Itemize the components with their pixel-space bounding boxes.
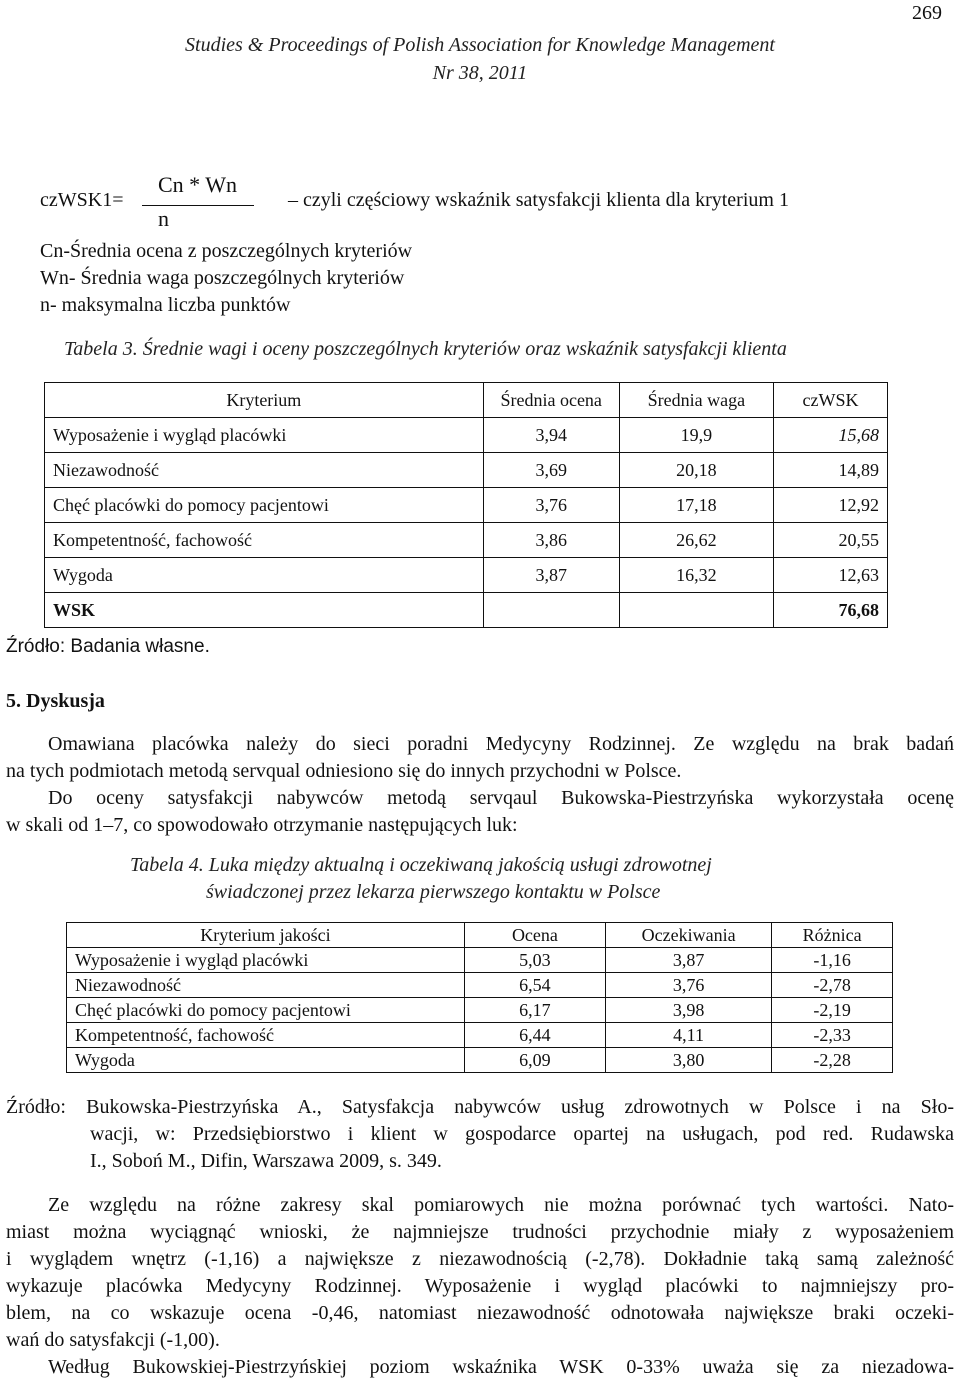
table-cell: Niezawodność [67,973,465,998]
table-cell: 6,44 [464,1023,605,1048]
table-cell: 6,54 [464,973,605,998]
section-heading: 5. Dyskusja [6,690,105,712]
table-cell: 3,87 [483,558,619,593]
text-line: na tych podmiotach metodą servqual odniesiono się do innych przychodni w Polsce. [6,760,682,782]
table-header-cell: Kryterium [45,383,484,418]
table-cell: WSK [45,593,484,628]
table-row [67,1023,893,1048]
table-cell: 12,92 [774,488,888,523]
table-cell: -2,28 [772,1048,893,1073]
table-row [45,418,888,453]
table-cell: -2,78 [772,973,893,998]
table-cell: Wyposażenie i wygląd placówki [45,418,484,453]
table-header-cell: Oczekiwania [605,923,771,948]
table-cell: Chęć placówki do pomocy pacjentowi [67,998,465,1023]
table-header-cell: Ocena [464,923,605,948]
table-header-cell: czWSK [774,383,888,418]
table-cell: 3,76 [605,973,771,998]
table-cell: 3,98 [605,998,771,1023]
formula-legend-item: n- maksymalna liczba punktów [40,294,291,316]
table-cell: 3,76 [483,488,619,523]
table-header-cell: Kryterium jakości [67,923,465,948]
table-cell: 12,63 [774,558,888,593]
table-cell: 6,09 [464,1048,605,1073]
table-cell: Wyposażenie i wygląd placówki [67,948,465,973]
table-total-row [45,593,888,628]
table-cell: Wygoda [45,558,484,593]
table-cell-empty [483,593,619,628]
text-line: Ze względu na różne zakresy skal pomiarowych nie można porównać tych wartości. Nato- [48,1194,954,1216]
table-cell: 3,86 [483,523,619,558]
text-line: wacji, w: Przedsiębiorstwo i klient w gospodarce opartej na usługach, pod red. Rudawska [90,1123,954,1145]
page-number: 269 [912,2,942,24]
table-cell: Chęć placówki do pomocy pacjentowi [45,488,484,523]
formula-legend-item: Cn-Średnia ocena z poszczególnych kryteriów [40,240,413,262]
table-cell: 26,62 [619,523,773,558]
table-cell: 20,18 [619,453,773,488]
table-cell: -1,16 [772,948,893,973]
formula-denominator: n [158,206,169,231]
journal-issue: Nr 38, 2011 [432,62,528,84]
text-line: blem, na co wskazuje ocena -0,46, natomiast niezawodność odnotowała największe braki oczeki- [6,1302,954,1324]
table-header-cell: Średnia ocena [483,383,619,418]
table4-caption: Tabela 4. Luka między aktualną i oczekiwaną jakością usługi zdrowotnej [130,854,712,876]
table-cell: 6,17 [464,998,605,1023]
table-row [67,973,893,998]
table3-caption: Tabela 3. Średnie wagi i oceny poszczególnych kryteriów oraz wskaźnik satysfakcji klienta [64,338,787,360]
table-cell: Niezawodność [45,453,484,488]
table-cell: 17,18 [619,488,773,523]
text-line: Omawiana placówka należy do sieci poradni Medycyny Rodzinnej. Ze względu na brak badań [48,733,954,755]
table4-source [6,1094,954,1175]
table-row [67,998,893,1023]
text-line: wań do satysfakcji (-1,00). [6,1329,220,1351]
table-cell: -2,33 [772,1023,893,1048]
text-line: i wyglądem wnętrz (-1,16) a największe z niezawodnością (-2,78). Dokładnie taką samą zależność [6,1248,954,1270]
table-cell: 14,89 [774,453,888,488]
table-cell-empty [619,593,773,628]
table-cell: 76,68 [774,593,888,628]
table-cell: 3,80 [605,1048,771,1073]
table-row [45,453,888,488]
table-row [45,558,888,593]
table-header-cell: Średnia waga [619,383,773,418]
formula-description: – czyli częściowy wskaźnik satysfakcji klienta dla kryterium 1 [288,189,789,211]
formula-legend-item: Wn- Średnia waga poszczególnych kryteriów [40,267,405,289]
text-line: miast można wyciągnąć wnioski, że najmniejsze trudności przychodnie miały z wyposażeniem [6,1221,954,1243]
table-cell: 20,55 [774,523,888,558]
table-row [45,488,888,523]
journal-title: Studies & Proceedings of Polish Association for Knowledge Management [185,34,775,56]
table-cell: 4,11 [605,1023,771,1048]
table-row [67,1048,893,1073]
formula-label: czWSK1= [40,189,124,211]
table-cell: Kompetentność, fachowość [45,523,484,558]
table4-caption: świadczonej przez lekarza pierwszego kontaktu w Polsce [206,881,661,903]
table-cell: 19,9 [619,418,773,453]
closing-paragraph [6,1192,954,1381]
text-line: Według Bukowskiej-Piestrzyńskiej poziom wskaźnika WSK 0-33% uważa się za niezadowa- [48,1356,954,1378]
text-line: wykazuje placówka Medycyny Rodzinnej. Wyposażenie i wygląd placówki to najmniejszy pro- [6,1275,954,1297]
table4 [66,922,893,1073]
text-line: w skali od 1–7, co spowodowało otrzymanie następujących luk: [6,814,518,836]
table-cell: Wygoda [67,1048,465,1073]
text-line: Źródło: Bukowska-Piestrzyńska A., Satysfakcja nabywców usług zdrowotnych w Polsce i na Sło- [6,1096,954,1118]
table-cell: 5,03 [464,948,605,973]
table3 [44,382,888,628]
text-line: I., Soboń M., Difin, Warszawa 2009, s. 349. [90,1150,442,1172]
table-cell: 16,32 [619,558,773,593]
section-paragraph [6,731,954,839]
table-cell: 3,69 [483,453,619,488]
table-cell: 3,94 [483,418,619,453]
formula-numerator: Cn * Wn [158,172,238,197]
table-header-cell: Różnica [772,923,893,948]
text-line: Do oceny satysfakcji nabywców metodą servqaul Bukowska-Piestrzyńska wykorzystała ocenę [48,787,954,809]
table-cell: 3,87 [605,948,771,973]
table-cell: Kompetentność, fachowość [67,1023,465,1048]
table-cell: -2,19 [772,998,893,1023]
table-row [67,948,893,973]
table-header-row [67,923,893,948]
table-header-row [45,383,888,418]
table-row [45,523,888,558]
table-cell: 15,68 [774,418,888,453]
table3-source: Źródło: Badania własne. [6,636,210,657]
